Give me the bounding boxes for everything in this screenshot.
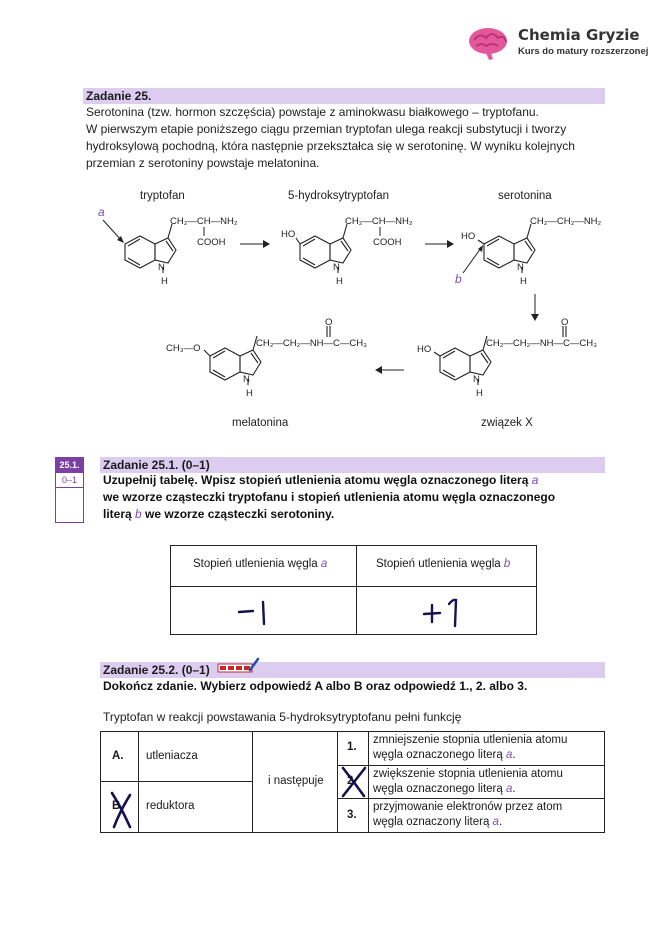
col-header-a: Stopień utlenienia węgla a	[193, 558, 328, 570]
atom-ho: HO	[417, 344, 432, 355]
option-3-number[interactable]: 3.	[347, 809, 357, 821]
atom-h: H	[520, 276, 527, 287]
answer-a-handwritten[interactable]	[231, 594, 291, 630]
name-zwiazek-x: związek X	[481, 417, 533, 429]
intro-line: W pierwszym etapie poniższego ciągu przemian tryptofan ulega reakcji substytucji i tworzy	[86, 122, 567, 136]
molecule-zwiazek-x	[434, 326, 566, 385]
option-b-letter[interactable]: B.	[112, 800, 124, 812]
name-5-hydroksytryptofan: 5-hydroksytryptofan	[288, 190, 389, 202]
task-25-1-title: Zadanie 25.1. (0–1)	[103, 458, 210, 472]
group-ch2-ch2-nh2: CH₂—CH₂—NH₂	[530, 216, 602, 227]
brand-logo	[466, 24, 656, 64]
brand-subtitle: Kurs do matury rozszerzonej	[518, 46, 649, 57]
difficulty-icon	[216, 656, 260, 676]
option-b-text[interactable]: reduktora	[146, 800, 195, 812]
atom-n: N	[517, 262, 524, 273]
reaction-scheme	[0, 180, 664, 435]
atom-o: O	[325, 317, 333, 328]
group-cooh: COOH	[197, 237, 226, 248]
label-b: b	[455, 272, 462, 286]
molecule-melatonina	[204, 326, 330, 385]
group-ch3-o: CH₃—O	[166, 343, 201, 354]
molecule-5-hydroksytryptofan	[296, 224, 351, 273]
option-3-text[interactable]: przyjmowanie elektronów przez atom węgla oznaczony literą a.	[373, 801, 563, 828]
atom-h: H	[336, 276, 343, 287]
group-ch2-ch2-nh-c-ch3: CH₂—CH₂—NH—C—CH₃	[256, 338, 367, 349]
letter-b: b	[135, 507, 142, 521]
brand-title: Chemia Gryzie	[518, 26, 640, 44]
option-1-text[interactable]: zmniejszenie stopnia utlenienia atomu węgla oznaczonego literą a.	[373, 734, 568, 761]
atom-o: O	[561, 317, 569, 328]
oxidation-state-table	[170, 545, 537, 635]
group-ch2-ch-nh2: CH₂—CH—NH₂	[170, 216, 238, 227]
score-box-25-1	[55, 457, 84, 523]
molecule-tryptofan	[125, 224, 176, 273]
col-header-b: Stopień utlenienia węgla b	[376, 558, 511, 570]
atom-ho: HO	[281, 229, 296, 240]
atom-n: N	[243, 374, 250, 385]
atom-n: N	[333, 262, 340, 273]
answer-b-handwritten[interactable]	[416, 594, 486, 630]
task-25-2-sentence: Tryptofan w reakcji powstawania 5-hydroksytryptofanu pełni funkcję	[103, 710, 462, 724]
task-25-2-title: Zadanie 25.2. (0–1)	[103, 663, 210, 677]
score-number: 25.1.	[56, 458, 83, 473]
option-1-number[interactable]: 1.	[347, 741, 357, 753]
atom-h: H	[246, 388, 253, 399]
score-range: 0–1	[56, 473, 83, 488]
name-melatonina: melatonina	[232, 417, 289, 429]
name-tryptofan: tryptofan	[140, 190, 185, 202]
group-ch2-ch-nh2: CH₂—CH—NH₂	[345, 216, 413, 227]
intro-line: przemian z serotoniny powstaje melatonina.	[86, 156, 320, 170]
intro-line: Serotonina (tzw. hormon szczęścia) powstaje z aminokwasu białkowego – tryptofanu.	[86, 105, 539, 119]
option-a-letter[interactable]: A.	[112, 750, 124, 762]
molecule-serotonina	[478, 224, 535, 273]
brain-icon	[466, 24, 510, 62]
task-25-title: Zadanie 25.	[86, 89, 152, 103]
group-cooh: COOH	[373, 237, 402, 248]
letter-a: a	[531, 473, 539, 487]
task-25-header-bar	[83, 88, 605, 104]
atom-n: N	[158, 262, 165, 273]
selected-mark-b	[104, 787, 138, 831]
label-a: a	[98, 205, 105, 219]
selected-mark-2	[338, 764, 370, 800]
intro-line: hydroksylową pochodną, która następnie przekształca się w serotoninę. W wyniku kolejnych	[86, 139, 575, 153]
middle-text: i następuje	[268, 775, 324, 787]
choice-table	[100, 731, 605, 833]
name-serotonina: serotonina	[498, 190, 552, 202]
task-25-2-instruction: Dokończ zdanie. Wybierz odpowiedź A albo B oraz odpowiedź 1., 2. albo 3.	[103, 679, 528, 693]
atom-ho: HO	[461, 231, 476, 242]
task-25-1-instruction: Uzupełnij tabelę. Wpisz stopień utlenienia atomu węgla oznaczonego literą a we wzorze cząsteczki tryptofanu i stopień utlenienia atomu węgla oznaczonego literą b we wzorze cząsteczki serotoniny.	[103, 473, 556, 521]
atom-n: N	[473, 374, 480, 385]
option-2-number[interactable]: 2.	[347, 775, 357, 787]
option-2-text[interactable]: zwiększenie stopnia utlenienia atomu węgla oznaczonego literą a.	[373, 768, 563, 795]
atom-h: H	[476, 388, 483, 399]
group-ch2-ch2-nh-c-ch3: CH₂—CH₂—NH—C—CH₃	[486, 338, 597, 349]
atom-h: H	[161, 276, 168, 287]
option-a-text[interactable]: utleniacza	[146, 750, 198, 762]
task-25-intro	[86, 104, 606, 172]
